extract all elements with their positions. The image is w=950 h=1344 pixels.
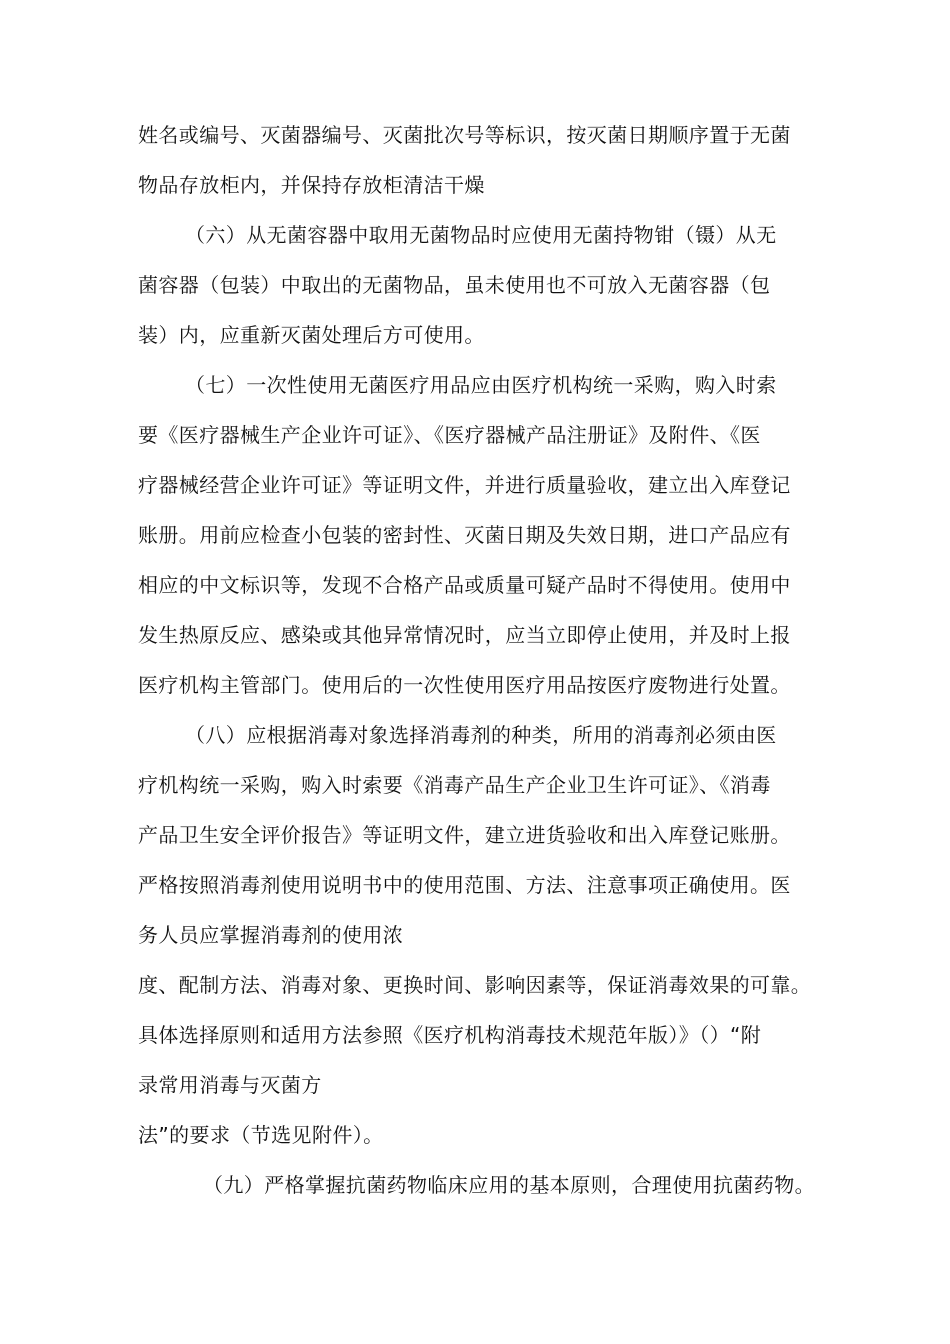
text-line: 录常用消毒与灭菌方 xyxy=(138,1073,322,1097)
text-line: （六）从无菌容器中取用无菌物品时应使用无菌持物钳（镊）从无 xyxy=(185,223,777,247)
text-line: 姓名或编号、灭菌器编号、灭菌批次号等标识，按灭菌日期顺序置于无菌 xyxy=(138,123,791,147)
text-line: 菌容器（包装）中取出的无菌物品，虽未使用也不可放入无菌容器（包 xyxy=(138,273,771,297)
text-line: 物品存放柜内，并保持存放柜清洁干燥 xyxy=(138,173,485,197)
text-line: 产品卫生安全评价报告》等证明文件，建立进货验收和出入库登记账册。 xyxy=(138,823,791,847)
text-line: 要《医疗器械生产企业许可证》、《医疗器械产品注册证》及附件、《医 xyxy=(138,423,761,447)
text-line: 具体选择原则和适用方法参照《医疗机构消毒技术规范年版）》（）“附 xyxy=(138,1023,762,1047)
text-line: 相应的中文标识等，发现不合格产品或质量可疑产品时不得使用。使用中 xyxy=(138,573,791,597)
text-line: 法”的要求（节选见附件）。 xyxy=(138,1123,384,1147)
text-line: 务人员应掌握消毒剂的使用浓 xyxy=(138,923,404,947)
text-line: （八）应根据消毒对象选择消毒剂的种类，所用的消毒剂必须由医 xyxy=(185,723,777,747)
text-line: 度、配制方法、消毒对象、更换时间、影响因素等，保证消毒效果的可靠。 xyxy=(138,973,812,997)
text-line: 严格按照消毒剂使用说明书中的使用范围、方法、注意事项正确使用。医 xyxy=(138,873,791,897)
text-line: 疗器械经营企业许可证》等证明文件，并进行质量验收，建立出入库登记 xyxy=(138,473,791,497)
text-line: 医疗机构主管部门。使用后的一次性使用医疗用品按医疗废物进行处置。 xyxy=(138,673,791,697)
text-line: 装）内，应重新灭菌处理后方可使用。 xyxy=(138,323,485,347)
text-line: 疗机构统一采购，购入时索要《消毒产品生产企业卫生许可证》、《消毒 xyxy=(138,773,771,797)
text-line: 账册。用前应检查小包装的密封性、灭菌日期及失效日期，进口产品应有 xyxy=(138,523,791,547)
text-line: （七）一次性使用无菌医疗用品应由医疗机构统一采购，购入时索 xyxy=(185,373,777,397)
text-line: （九）严格掌握抗菌药物临床应用的基本原则，合理使用抗菌药物。 xyxy=(203,1173,815,1197)
text-line: 发生热原反应、感染或其他异常情况时，应当立即停止使用，并及时上报 xyxy=(138,623,791,647)
